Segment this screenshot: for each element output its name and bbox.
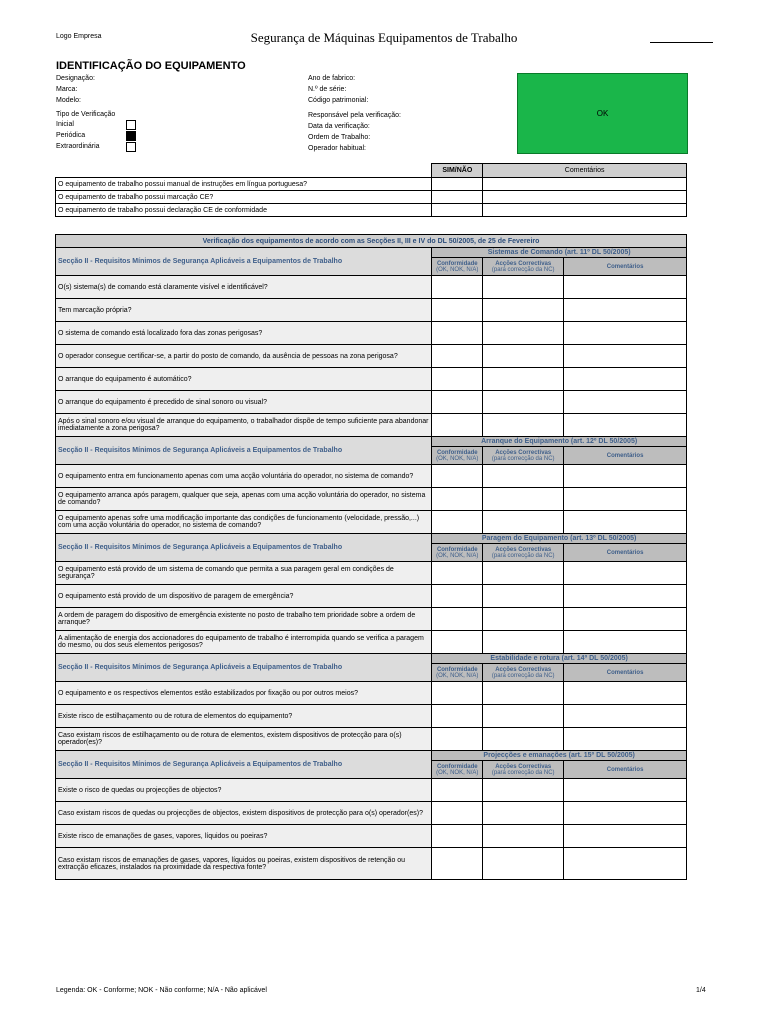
comment-cell[interactable] bbox=[564, 848, 687, 880]
accoes-cell[interactable] bbox=[483, 631, 564, 654]
conformidade-cell[interactable] bbox=[432, 299, 483, 322]
accoes-cell[interactable] bbox=[483, 391, 564, 414]
label-responsavel: Responsável pela verificação: bbox=[308, 112, 401, 119]
simnao-cell[interactable] bbox=[432, 204, 483, 217]
tipo-option-extraordinaria[interactable] bbox=[56, 141, 136, 152]
comment-cell[interactable] bbox=[483, 204, 687, 217]
comment-cell[interactable] bbox=[564, 562, 687, 585]
question-text: O equipamento está provido de um sistema de comando que permita a sua paragem geral em condições de segurança? bbox=[56, 562, 432, 585]
accoes-cell[interactable] bbox=[483, 414, 564, 437]
table-row bbox=[56, 779, 687, 802]
question-text: O equipamento entra em funcionamento apenas com uma acção voluntária do operador, no sistema de comando? bbox=[56, 465, 432, 488]
label-operador-habitual: Operador habitual: bbox=[308, 145, 366, 152]
question-text: O(s) sistema(s) de comando está claramente visível e identificável? bbox=[56, 276, 432, 299]
conformidade-cell[interactable] bbox=[432, 562, 483, 585]
conformidade-cell[interactable] bbox=[432, 608, 483, 631]
table-row bbox=[56, 608, 687, 631]
label-designacao: Designação: bbox=[56, 75, 95, 82]
question-text: O arranque do equipamento é precedido de sinal sonoro ou visual? bbox=[56, 391, 432, 414]
accoes-cell[interactable] bbox=[483, 585, 564, 608]
question-text: O equipamento apenas sofre uma modificação importante das condições de funcionamento (velocidade, pressão,...) com uma acção voluntária do operador, no sistema de comando? bbox=[56, 511, 432, 534]
table-row bbox=[56, 414, 687, 437]
group-title-estabilidade: Estabilidade e rotura (art. 14º DL 50/2005) bbox=[432, 654, 687, 664]
question-text: O sistema de comando está localizado fora das zonas perigosas? bbox=[56, 322, 432, 345]
accoes-cell[interactable] bbox=[483, 562, 564, 585]
simnao-cell[interactable] bbox=[432, 191, 483, 204]
question-text: Caso existam riscos de emanações de gases, vapores, líquidos ou poeiras, existem dispositivos de retenção ou extracção eficazes, instalados na proximidade da respectiva fonte? bbox=[56, 848, 432, 880]
company-logo-placeholder: Logo Empresa bbox=[56, 33, 102, 40]
table-row bbox=[56, 585, 687, 608]
section-label: Secção II - Requisitos Mínimos de Segurança Aplicáveis a Equipamentos de Trabalho bbox=[56, 751, 432, 779]
question-text: Caso existam riscos de quedas ou projecções de objectos, existem dispositivos de protecção para o(s) operador(es)? bbox=[56, 802, 432, 825]
comment-cell[interactable] bbox=[483, 178, 687, 191]
comment-cell[interactable] bbox=[564, 779, 687, 802]
table-row bbox=[56, 368, 687, 391]
conformidade-cell[interactable] bbox=[432, 705, 483, 728]
conformidade-cell[interactable] bbox=[432, 585, 483, 608]
table-row bbox=[56, 802, 687, 825]
conformidade-cell[interactable] bbox=[432, 511, 483, 534]
tipo-option-label: Periódica bbox=[56, 132, 86, 139]
tipo-verificacao-options bbox=[56, 119, 136, 152]
col-conformidade-header: Conformidade (OK, NOK, N/A) bbox=[432, 664, 483, 682]
table-row bbox=[56, 825, 687, 848]
table-row bbox=[56, 191, 687, 204]
accoes-cell[interactable] bbox=[483, 511, 564, 534]
table-row bbox=[56, 465, 687, 488]
conformidade-cell[interactable] bbox=[432, 391, 483, 414]
document-title: Segurança de Máquinas Equipamentos de Trabalho bbox=[250, 30, 518, 45]
comment-cell[interactable] bbox=[564, 631, 687, 654]
col-comentarios-header: Comentários bbox=[564, 761, 687, 779]
conformidade-cell[interactable] bbox=[432, 322, 483, 345]
table-row bbox=[56, 345, 687, 368]
comment-cell[interactable] bbox=[564, 705, 687, 728]
col-comentarios-header: Comentários bbox=[564, 664, 687, 682]
comment-cell[interactable] bbox=[564, 322, 687, 345]
accoes-cell[interactable] bbox=[483, 848, 564, 880]
accoes-cell[interactable] bbox=[483, 608, 564, 631]
col-comentarios-header: Comentários bbox=[564, 447, 687, 465]
page-number: 1/4 bbox=[696, 987, 706, 994]
ident-left-labels bbox=[56, 73, 95, 106]
table-row bbox=[56, 322, 687, 345]
status-text: OK bbox=[596, 109, 609, 118]
table-row bbox=[56, 562, 687, 585]
comment-cell[interactable] bbox=[564, 585, 687, 608]
accoes-cell[interactable] bbox=[483, 825, 564, 848]
label-modelo: Modelo: bbox=[56, 97, 81, 104]
question-text: A ordem de paragem do dispositivo de emergência existente no posto de trabalho tem prioridade sobre a ordem de arranque? bbox=[56, 608, 432, 631]
comment-cell[interactable] bbox=[564, 299, 687, 322]
conformidade-cell[interactable] bbox=[432, 345, 483, 368]
label-data-verificacao: Data da verificação: bbox=[308, 123, 370, 130]
accoes-cell[interactable] bbox=[483, 779, 564, 802]
col-conformidade-header: Conformidade (OK, NOK, N/A) bbox=[432, 258, 483, 276]
signature-line bbox=[650, 42, 713, 43]
comment-cell[interactable] bbox=[564, 825, 687, 848]
conformidade-cell[interactable] bbox=[432, 682, 483, 705]
dl-verification-table bbox=[55, 234, 687, 880]
table-row bbox=[56, 848, 687, 880]
question-text: Caso existam riscos de estilhaçamento ou de rotura de elementos, existem dispositivos de protecção para o(s) operador(es)? bbox=[56, 728, 432, 751]
checkbox-periodica[interactable] bbox=[126, 131, 136, 141]
conformidade-cell[interactable] bbox=[432, 825, 483, 848]
conformidade-cell[interactable] bbox=[432, 728, 483, 751]
col-accoes-header: Acções Correctivas (para correcção da NC) bbox=[483, 664, 564, 682]
table-row bbox=[56, 728, 687, 751]
checkbox-inicial[interactable] bbox=[126, 120, 136, 130]
comment-cell[interactable] bbox=[564, 608, 687, 631]
col-comentarios-header: Comentários bbox=[483, 164, 687, 178]
col-accoes-header: Acções Correctivas (para correcção da NC) bbox=[483, 544, 564, 562]
checkbox-extraordinaria[interactable] bbox=[126, 142, 136, 152]
table-row bbox=[56, 391, 687, 414]
group-title-arranque: Arranque do Equipamento (art. 12º DL 50/2005) bbox=[432, 437, 687, 447]
col-accoes-header: Acções Correctivas (para correcção da NC) bbox=[483, 258, 564, 276]
conformidade-cell[interactable] bbox=[432, 465, 483, 488]
comment-cell[interactable] bbox=[564, 345, 687, 368]
accoes-cell[interactable] bbox=[483, 345, 564, 368]
label-ano-fabrico: Ano de fabrico: bbox=[308, 75, 356, 82]
label-codigo-patrimonial: Código patrimonial: bbox=[308, 97, 369, 104]
comment-cell[interactable] bbox=[564, 728, 687, 751]
group-title-paragem: Paragem do Equipamento (art. 13º DL 50/2005) bbox=[432, 534, 687, 544]
col-comentarios-header: Comentários bbox=[564, 258, 687, 276]
conformidade-cell[interactable] bbox=[432, 802, 483, 825]
tipo-option-label: Extraordinária bbox=[56, 143, 100, 150]
question-text: Existe risco de estilhaçamento ou de rotura de elementos do equipamento? bbox=[56, 705, 432, 728]
comment-cell[interactable] bbox=[564, 511, 687, 534]
table-row bbox=[56, 204, 687, 217]
question-text: O operador consegue certificar-se, a partir do posto de comando, da ausência de pessoas na zona perigosa? bbox=[56, 345, 432, 368]
col-accoes-header: Acções Correctivas (para correcção da NC) bbox=[483, 447, 564, 465]
comment-cell[interactable] bbox=[564, 465, 687, 488]
accoes-cell[interactable] bbox=[483, 322, 564, 345]
tipo-verificacao-label: Tipo de Verificação bbox=[56, 111, 116, 118]
section-label: Secção II - Requisitos Mínimos de Segurança Aplicáveis a Equipamentos de Trabalho bbox=[56, 534, 432, 562]
question-text: O equipamento de trabalho possui manual de instruções em língua portuguesa? bbox=[56, 178, 432, 191]
accoes-cell[interactable] bbox=[483, 299, 564, 322]
simnao-cell[interactable] bbox=[432, 178, 483, 191]
comment-cell[interactable] bbox=[564, 488, 687, 511]
label-numero-serie: N.º de série: bbox=[308, 86, 347, 93]
identification-heading: IDENTIFICAÇÃO DO EQUIPAMENTO bbox=[56, 60, 246, 72]
col-comentarios-header: Comentários bbox=[564, 544, 687, 562]
table-row bbox=[56, 682, 687, 705]
comment-cell[interactable] bbox=[564, 802, 687, 825]
comment-cell[interactable] bbox=[564, 682, 687, 705]
table-row bbox=[56, 276, 687, 299]
tipo-option-label: Inicial bbox=[56, 121, 74, 128]
conformidade-cell[interactable] bbox=[432, 779, 483, 802]
accoes-cell[interactable] bbox=[483, 802, 564, 825]
ident-right-labels-top bbox=[308, 73, 368, 106]
accoes-cell[interactable] bbox=[483, 705, 564, 728]
col-accoes-header: Acções Correctivas (para correcção da NC) bbox=[483, 761, 564, 779]
table-row bbox=[56, 511, 687, 534]
question-text: O equipamento arranca após paragem, qualquer que seja, apenas com uma acção voluntária do operador, no sistema de comando? bbox=[56, 488, 432, 511]
ident-right-labels-bottom bbox=[308, 110, 401, 154]
table-row bbox=[56, 299, 687, 322]
conformidade-cell[interactable] bbox=[432, 848, 483, 880]
dl-table-title: Verificação dos equipamentos de acordo com as Secções II, III e IV do DL 50/2005, de 25 de Fevereiro bbox=[56, 235, 687, 248]
accoes-cell[interactable] bbox=[483, 682, 564, 705]
conformidade-cell[interactable] bbox=[432, 631, 483, 654]
tipo-option-inicial[interactable] bbox=[56, 119, 136, 130]
col-conformidade-header: Conformidade (OK, NOK, N/A) bbox=[432, 761, 483, 779]
question-text: A alimentação de energia dos accionadores do equipamento de trabalho é interrompida quando se verifica a paragem do mesmo, ou dos seus elementos perigosos? bbox=[56, 631, 432, 654]
accoes-cell[interactable] bbox=[483, 368, 564, 391]
col-simnao-header: SIM/NÃO bbox=[432, 164, 483, 178]
question-text: Após o sinal sonoro e/ou visual de arranque do equipamento, o trabalhador dispõe de tempo suficiente para abandonar imediatamente a zona perigosa? bbox=[56, 414, 432, 437]
table-row bbox=[56, 488, 687, 511]
question-text: Existe o risco de quedas ou projecções de objectos? bbox=[56, 779, 432, 802]
col-conformidade-header: Conformidade (OK, NOK, N/A) bbox=[432, 544, 483, 562]
table-row bbox=[56, 705, 687, 728]
tipo-option-periodica[interactable] bbox=[56, 130, 136, 141]
question-text: O equipamento e os respectivos elementos estão estabilizados por fixação ou por outros meios? bbox=[56, 682, 432, 705]
question-text: Tem marcação própria? bbox=[56, 299, 432, 322]
col-conformidade-header: Conformidade (OK, NOK, N/A) bbox=[432, 447, 483, 465]
section-label: Secção II - Requisitos Mínimos de Segurança Aplicáveis a Equipamentos de Trabalho bbox=[56, 437, 432, 465]
comment-cell[interactable] bbox=[483, 191, 687, 204]
status-ok-box bbox=[517, 73, 688, 154]
accoes-cell[interactable] bbox=[483, 276, 564, 299]
accoes-cell[interactable] bbox=[483, 488, 564, 511]
accoes-cell[interactable] bbox=[483, 728, 564, 751]
general-checks-table bbox=[55, 163, 687, 217]
label-marca: Marca: bbox=[56, 86, 78, 93]
section-label: Secção II - Requisitos Mínimos de Segurança Aplicáveis a Equipamentos de Trabalho bbox=[56, 248, 432, 276]
table-row bbox=[56, 178, 687, 191]
section-label: Secção II - Requisitos Mínimos de Segurança Aplicáveis a Equipamentos de Trabalho bbox=[56, 654, 432, 682]
label-ordem-trabalho: Ordem de Trabalho: bbox=[308, 134, 371, 141]
question-text: O equipamento está provido de um dispositivo de paragem de emergência? bbox=[56, 585, 432, 608]
comment-cell[interactable] bbox=[564, 414, 687, 437]
group-title-projeccoes: Projecções e emanações (art. 15º DL 50/2005) bbox=[432, 751, 687, 761]
question-text: O equipamento de trabalho possui marcação CE? bbox=[56, 191, 432, 204]
comment-cell[interactable] bbox=[564, 276, 687, 299]
question-text: O arranque do equipamento é automático? bbox=[56, 368, 432, 391]
comment-cell[interactable] bbox=[564, 368, 687, 391]
legend-text: Legenda: OK - Conforme; NOK - Não conforme; N/A - Não aplicável bbox=[56, 987, 267, 994]
comment-cell[interactable] bbox=[564, 391, 687, 414]
question-text: O equipamento de trabalho possui declaração CE de conformidade bbox=[56, 204, 432, 217]
conformidade-cell[interactable] bbox=[432, 276, 483, 299]
conformidade-cell[interactable] bbox=[432, 368, 483, 391]
table-row bbox=[56, 631, 687, 654]
accoes-cell[interactable] bbox=[483, 465, 564, 488]
group-title-sistemas-comando: Sistemas de Comando (art. 11º DL 50/2005) bbox=[432, 248, 687, 258]
conformidade-cell[interactable] bbox=[432, 414, 483, 437]
conformidade-cell[interactable] bbox=[432, 488, 483, 511]
question-text: Existe risco de emanações de gases, vapores, líquidos ou poeiras? bbox=[56, 825, 432, 848]
